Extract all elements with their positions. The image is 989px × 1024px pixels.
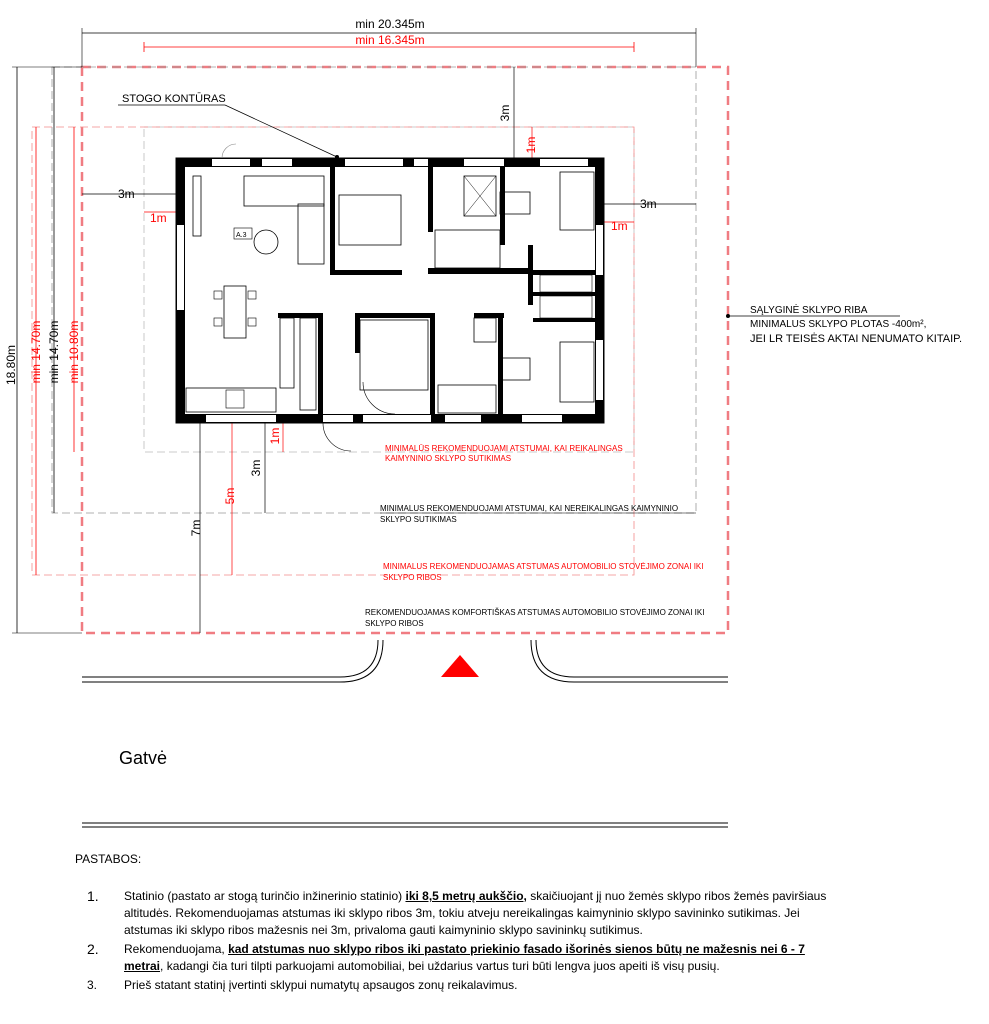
note-1-text: Statinio (pastato ar stogą turinčio inžinerinio statinio) iki 8,5 metrų aukščio, skaičiuojant jį nuo žemės sklypo ribos žemės paviršiaus altitudės. Rekomenduojamas atstumas iki sklypo ribos 3m, tokiu atveju nereikalingas kaimyninio sklypo savininko sutikimas. Jei atstumas iki sklypo ribos mažesnis nei 3m, privaloma gauti kaimyninio sklypo savininkų sutikimus. bbox=[124, 889, 827, 937]
room-tag: A.3 bbox=[236, 232, 247, 239]
note-3 bbox=[75, 977, 935, 994]
plot-legal-label: JEI LR TEISĖS AKTAI NENUMATO KITAIP. bbox=[750, 333, 963, 345]
left-red-mid-dim: min 14.70m bbox=[29, 320, 43, 384]
black-note-2-line2: SKLYPO RIBOS bbox=[365, 619, 424, 628]
bottom-7m-label: 7m bbox=[189, 519, 203, 537]
plot-area-label: MINIMALUS SKLYPO PLOTAS -400m², bbox=[750, 319, 927, 330]
top-1m-label: 1m bbox=[524, 136, 538, 154]
black-note-1-line2: SKLYPO SUTIKIMAS bbox=[380, 515, 457, 524]
bottom-1m-label: 1m bbox=[268, 427, 282, 445]
black-note-2-line1: REKOMENDUOJAMAS KOMFORTIŠKAS ATSTUMAS AUTOMOBILIO STOVĖJIMO ZONAI IKI bbox=[365, 608, 705, 617]
red-note-1-line1: MINIMALŪS REKOMENDUOJAMI ATSTUMAI, KAI REIKALINGAS bbox=[385, 444, 623, 453]
red-note-2-line1: MINIMALUS REKOMENDUOJAMAS ATSTUMAS AUTOMOBILIO STOVĖJIMO ZONAI IKI bbox=[383, 562, 704, 571]
street-label: Gatvė bbox=[119, 748, 168, 768]
top-3m-label: 3m bbox=[498, 104, 512, 122]
bottom-3m-label: 3m bbox=[249, 459, 263, 477]
left-outer-dim: 18.80m bbox=[4, 344, 18, 386]
bottom-5m-label: 5m bbox=[223, 487, 237, 505]
note-2-number: 2. bbox=[87, 941, 99, 957]
left-1m-label: 1m bbox=[150, 211, 167, 225]
notes-title: PASTABOS: bbox=[75, 852, 142, 866]
left-red-inner-dim: min 10.80m bbox=[67, 320, 81, 384]
left-3m-label: 3m bbox=[118, 187, 135, 201]
right-1m-label: 1m bbox=[611, 219, 628, 233]
notes-section bbox=[75, 852, 935, 996]
right-curb bbox=[536, 640, 728, 677]
top-outer-dim: min 20.345m bbox=[355, 17, 425, 31]
note-3-number: 3. bbox=[87, 978, 98, 992]
note-2 bbox=[75, 941, 935, 975]
red-note-1-line2: KAIMYNINIO SKLYPO SUTIKIMAS bbox=[385, 454, 512, 463]
left-mid-dim: min 14.70m bbox=[47, 320, 61, 384]
top-inner-dim: min 16.345m bbox=[355, 33, 425, 47]
plot-boundary-label: SĄLYGINĖ SKLYPO RIBA bbox=[750, 305, 868, 316]
right-3m-label: 3m bbox=[640, 197, 657, 211]
black-note-1-line1: MINIMALUS REKOMENDUOJAMI ATSTUMAI, KAI NEREIKALINGAS KAIMYNINIO bbox=[380, 504, 679, 513]
roof-contour-label: STOGO KONTŪRAS bbox=[122, 93, 226, 105]
note-3-text: Prieš statant statinį įvertinti sklypui numatytų apsaugos zonų reikalavimus. bbox=[124, 978, 518, 992]
red-note-2-line2: SKLYPO RIBOS bbox=[383, 573, 442, 582]
left-curb bbox=[82, 640, 378, 677]
note-1 bbox=[75, 888, 935, 939]
building-floor-plan bbox=[176, 144, 604, 451]
entrance-arrow bbox=[441, 655, 479, 677]
note-1-number: 1. bbox=[87, 888, 99, 904]
note-2-text: Rekomenduojama, kad atstumas nuo sklypo ribos iki pastato priekinio fasado išorinės sienos būtų ne mažesnis nei 6 - 7 metrai, kadangi čia turi tilpti parkuojami automobiliai, bei uždarius vartus turi būti lengva juos apeiti iš visų pusių. bbox=[124, 942, 805, 973]
